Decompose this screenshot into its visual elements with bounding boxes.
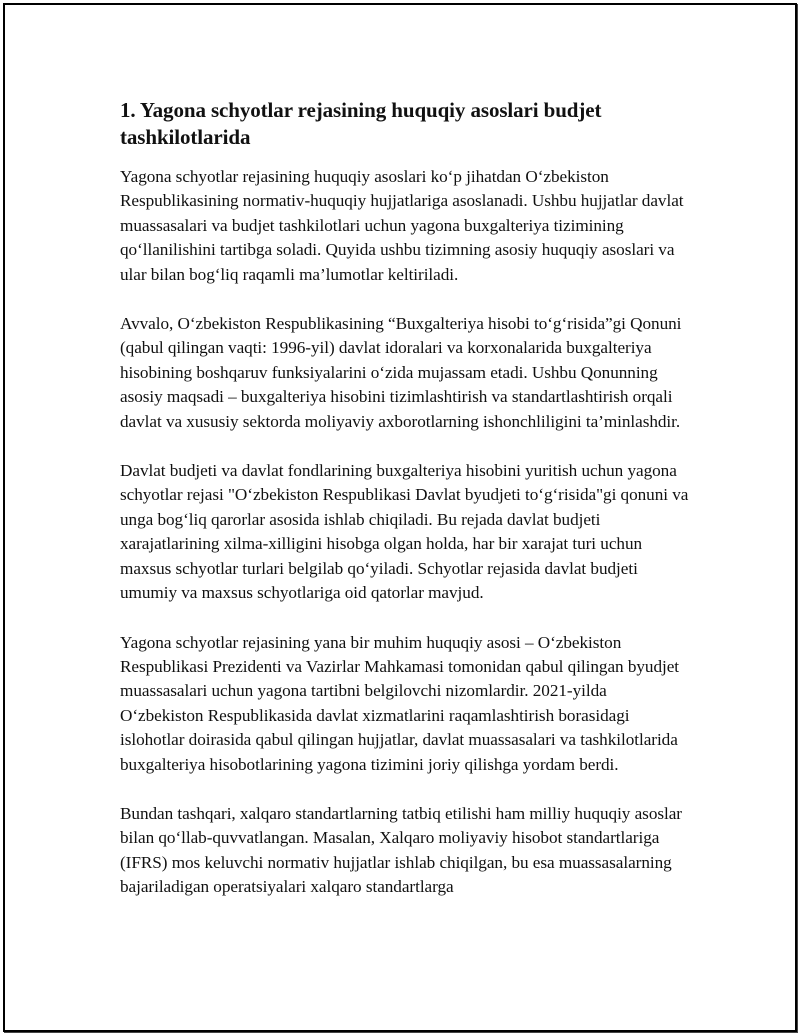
paragraph-2: Avvalo, O‘zbekiston Respublikasining “Buxgalteriya hisobi to‘g‘risida”gi Qonuni (qabul qilingan vaqti: 1996-yil) davlat idoralari va korxonalarida buxgalteriya hisobining boshqaruv funksiyalarini o‘zida mujassam etadi. Ushbu Qonunning asosiy maqsadi – buxgalteriya hisobini tizimlashtirish va standartlashtirish orqali davlat va xususiy sektorda moliyaviy axborotlarning ishonchliligini ta’minlashdir. (120, 314, 682, 431)
document-content (120, 97, 690, 925)
paragraph-1: Yagona schyotlar rejasining huquqiy asoslari ko‘p jihatdan O‘zbekiston Respublikasining normativ-huquqiy hujjatlariga asoslanadi. Ushbu hujjatlar davlat muassasalari va budjet tashkilotlari uchun yagona buxgalteriya tizimining qo‘llanilishini tartibga soladi. Quyida ushbu tizimning asosiy huquqiy asoslari va ular bilan bog‘liq raqamli ma’lumotlar keltiriladi. (120, 167, 684, 284)
paragraph-3: Davlat budjeti va davlat fondlarining buxgalteriya hisobini yuritish uchun yagona schyotlar rejasi "O‘zbekiston Respublikasi Davlat byudjeti to‘g‘risida"gi qonuni va unga bog‘liq qarorlar asosida ishlab chiqiladi. Bu rejada davlat budjeti xarajatlarining xilma-xilligini hisobga olgan holda, har bir xarajat turi uchun maxsus schyotlar turlari belgilab qo‘yiladi. Schyotlar rejasida davlat budjeti umumiy va maxsus schyotlariga oid qatorlar mavjud. (120, 461, 689, 603)
paragraph-5: Bundan tashqari, xalqaro standartlarning tatbiq etilishi ham milliy huquqiy asoslar bilan qo‘llab-quvvatlangan. Masalan, Xalqaro moliyaviy hisobot standartlariga (IFRS) mos keluvchi normativ hujjatlar ishlab chiqilgan, bu esa muassasalarning bajariladigan operatsiyalari xalqaro standartlarga (120, 803, 682, 897)
document-page (3, 3, 797, 1032)
paragraph-4: Yagona schyotlar rejasining yana bir muhim huquqiy asosi – O‘zbekiston Respublikasi Prezidenti va Vazirlar Mahkamasi tomonidan qabul qilingan byudjet muassasalari uchun yagona tartibni belgilovchi nizomlardir. 2021-yilda O‘zbekiston Respublikasida davlat xizmatlarini raqamlashtirish borasidagi islohotlar doirasida qabul qilingan hujjatlar, davlat muassasalari va tashkilotlarida buxgalteriya hisobotlarining yagona tizimini joriy qilishga yordam berdi. (120, 632, 680, 774)
section-heading: 1. Yagona schyotlar rejasining huquqiy asoslari budjet tashkilotlarida (120, 98, 602, 149)
